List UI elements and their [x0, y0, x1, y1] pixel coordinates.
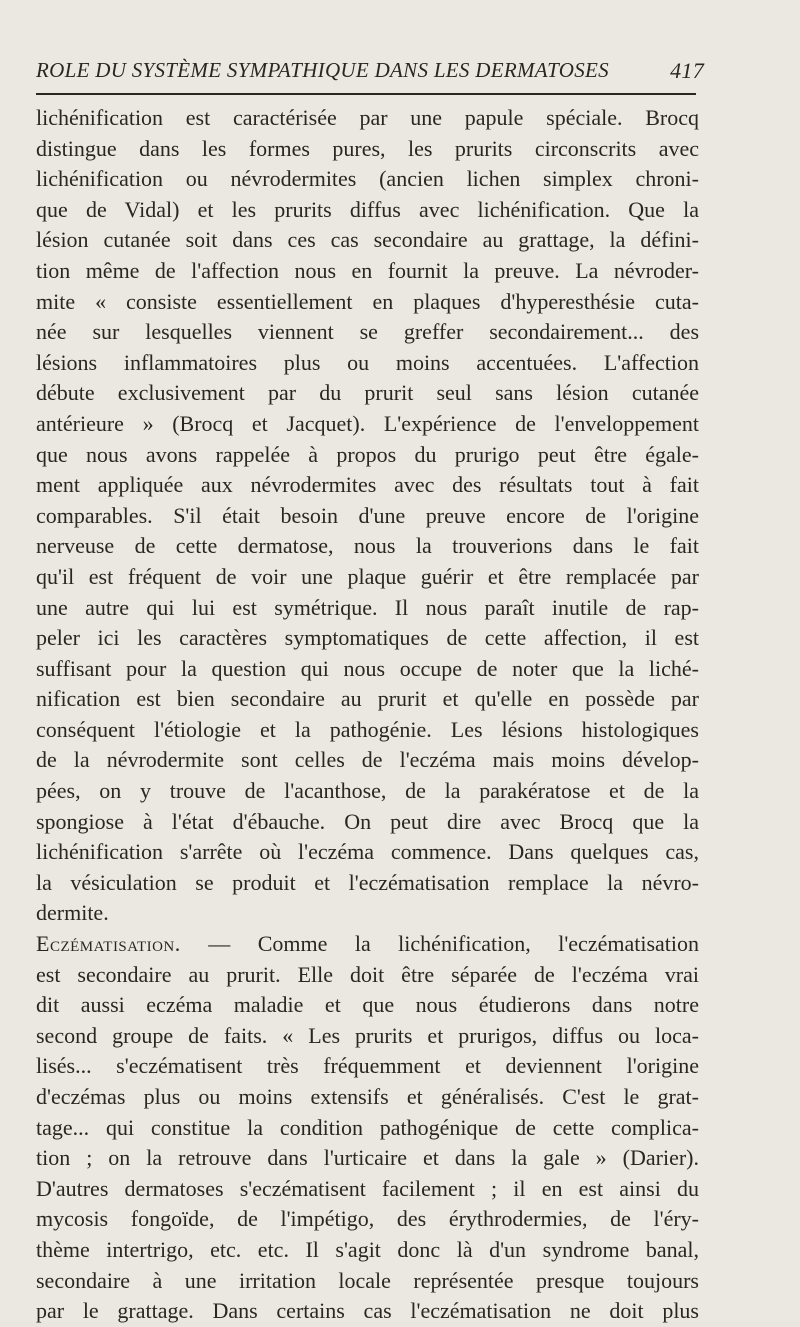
text-line: tion ; on la retrouve dans l'urticaire et dans la gale » (Darier). — [36, 1145, 699, 1171]
text-line: dit aussi eczéma maladie et que nous étudierons dans notre — [36, 992, 699, 1018]
text-line: une autre qui lui est symétrique. Il nous paraît inutile de rap- — [36, 594, 699, 620]
text-line: tage... qui constitue la condition pathogénique de cette complica- — [36, 1114, 699, 1140]
text-line: mycosis fongoïde, de l'impétigo, des érythrodermies, de l'éry- — [36, 1206, 699, 1232]
text-line: par le grattage. Dans certains cas l'eczématisation ne doit plus — [36, 1298, 699, 1324]
text-line: de la névrodermite sont celles de l'eczéma mais moins dévelop- — [36, 747, 699, 773]
page-number: 417 — [670, 58, 704, 83]
header-rule — [36, 93, 696, 95]
text-line: distingue dans les formes pures, les prurits circonscrits avec — [36, 135, 699, 161]
paragraph-1 — [36, 103, 699, 929]
text-line: nerveuse de cette dermatose, nous la trouverions dans le fait — [36, 533, 699, 559]
text-line: conséquent l'étiologie et la pathogénie. Les lésions histologiques — [36, 716, 699, 742]
text-line: D'autres dermatoses s'eczématisent facilement ; il en est ainsi du — [36, 1175, 699, 1201]
text-line: dermite. — [36, 900, 109, 926]
text-line: que de Vidal) et les prurits diffus avec lichénification. Que la — [36, 196, 699, 222]
text-line: que nous avons rappelée à propos du prurigo peut être égale- — [36, 441, 699, 467]
running-header — [36, 54, 712, 88]
text-line: secondaire à une irritation locale représentée presque toujours — [36, 1267, 699, 1293]
running-title: ROLE DU SYSTÈME SYMPATHIQUE DANS LES DERMATOSES — [36, 58, 609, 82]
text-fragment: — Comme la lichénification, l'eczématisation — [180, 931, 699, 957]
text-line: née sur lesquelles viennent se greffer secondairement... des — [36, 319, 699, 345]
text-line: peler ici les caractères symptomatiques de cette affection, il est — [36, 625, 699, 651]
section-heading: Eczématisation. — [36, 931, 181, 957]
text-line: lichénification ou névrodermites (ancien lichen simplex chroni- — [36, 166, 699, 192]
text-line: la vésiculation se produit et l'eczématisation remplace la névro- — [36, 869, 699, 895]
text-line: spongiose à l'état d'ébauche. On peut dire avec Brocq que la — [36, 808, 699, 834]
text-line: qu'il est fréquent de voir une plaque guérir et être remplacée par — [36, 563, 699, 589]
text-line: lichénification est caractérisée par une papule spéciale. Brocq — [36, 105, 699, 130]
text-line: mite « consiste essentiellement en plaques d'hyperesthésie cuta- — [36, 288, 699, 314]
text-line: nification est bien secondaire au prurit et qu'elle en possède par — [36, 686, 699, 712]
text-line: ment appliquée aux névrodermites avec des résultats tout à fait — [36, 472, 699, 498]
text-line: lésions inflammatoires plus ou moins accentuées. L'affection — [36, 349, 699, 375]
text-line: thème intertrigo, etc. etc. Il s'agit donc là d'un syndrome banal, — [36, 1236, 699, 1262]
text-line: d'eczémas plus ou moins extensifs et généralisés. C'est le grat- — [36, 1084, 699, 1109]
text-line: lisés... s'eczématisent très fréquemment et deviennent l'origine — [36, 1053, 699, 1079]
text-line: comparables. S'il était besoin d'une preuve encore de l'origine — [36, 502, 699, 528]
text-line — [36, 929, 699, 960]
text-line: lichénification s'arrête où l'eczéma commence. Dans quelques cas, — [36, 839, 699, 865]
text-line: tion même de l'affection nous en fournit la preuve. La névroder- — [36, 257, 699, 283]
text-line: antérieure » (Brocq et Jacquet). L'expérience de l'enveloppement — [36, 410, 699, 436]
text-line: débute exclusivement par du prurit seul sans lésion cutanée — [36, 380, 699, 406]
text-line: suffisant pour la question qui nous occupe de noter que la liché- — [36, 655, 699, 681]
text-line: est secondaire au prurit. Elle doit être séparée de l'eczéma vrai — [36, 961, 699, 987]
body-text — [36, 103, 699, 1327]
text-line: second groupe de faits. « Les prurits et prurigos, diffus ou loca- — [36, 1022, 699, 1048]
text-line: pées, on y trouve de l'acanthose, de la parakératose et de la — [36, 778, 699, 804]
text-line: lésion cutanée soit dans ces cas secondaire au grattage, la défini- — [36, 227, 699, 253]
paragraph-2 — [36, 929, 699, 1327]
